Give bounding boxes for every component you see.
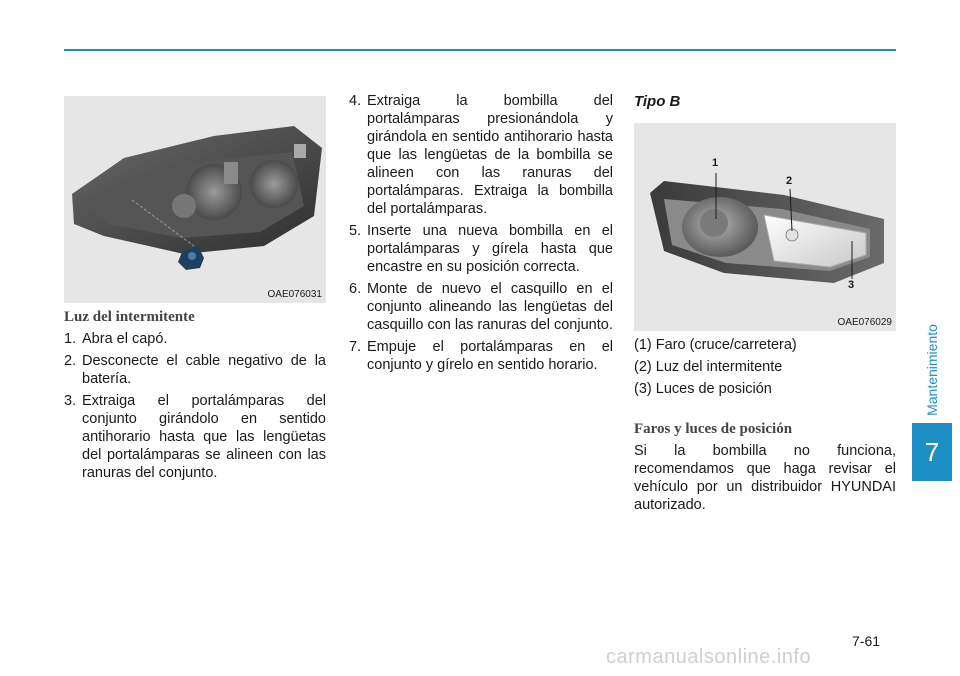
section-heading-type-b: Tipo B — [634, 93, 681, 110]
column-3 — [634, 92, 896, 112]
steps-list-part-2 — [349, 92, 613, 374]
callout-label-1: 1 — [712, 157, 719, 169]
list-item: 4. Extraiga la bombilla del portalámparas presionándola y girándola en sentido antihorario hasta que las lengüetas de la bombilla se alineen con las ranuras del portalámparas. Extraiga la bombilla del portalámparas. — [349, 93, 613, 217]
legend-item: (3) Luces de posición — [634, 381, 772, 397]
steps-list-part-1 — [64, 330, 326, 482]
headlamp-rear-figure — [64, 96, 326, 303]
figure-code: OAE076029 — [837, 317, 892, 328]
list-item: 2. Desconecte el cable negativo de la batería. — [64, 353, 326, 387]
headlamp-type-b-figure — [634, 123, 896, 331]
figure-code: OAE076031 — [267, 289, 322, 300]
legend-item: (2) Luz del intermitente — [634, 359, 783, 375]
callout-label-3: 3 — [848, 279, 855, 291]
column-1 — [64, 308, 326, 486]
section-heading-turn-signal: Luz del intermitente — [64, 309, 195, 325]
legend-item: (1) Faro (cruce/carretera) — [634, 337, 797, 353]
headlamp-rear-illustration — [64, 96, 326, 303]
list-item: 1. Abra el capó. — [64, 331, 168, 347]
headlamp-front-illustration — [634, 123, 896, 331]
header-rule — [64, 49, 896, 51]
callout-label-2: 2 — [786, 175, 793, 187]
list-item: 5. Inserte una nueva bombilla en el portalámparas y gírela hasta que encastre en su posición correcta. — [349, 223, 613, 275]
watermark: carmanualsonline.info — [606, 646, 812, 668]
chapter-badge: 7 — [912, 423, 952, 481]
section-tab-label: Mantenimiento — [924, 324, 941, 416]
list-item: 3. Extraiga el portalámparas del conjunto girándolo en sentido antihorario hasta que las lengüetas del portalámparas se alineen con las ranuras del conjunto. — [64, 393, 326, 481]
list-item: 6. Monte de nuevo el casquillo en el conjunto alineando las lengüetas del casquillo con las ranuras del conjunto. — [349, 281, 613, 333]
list-item: 7. Empuje el portalámparas en el conjunto y gírelo en sentido horario. — [349, 339, 613, 373]
section-heading-position-lights: Faros y luces de posición — [634, 421, 793, 437]
position-lights-text: Si la bombilla no funciona, recomendamos que haga revisar el vehículo por un distribuidor HYUNDAI autorizado. — [634, 443, 896, 513]
page-number: 7-61 — [852, 633, 881, 649]
column-2 — [349, 92, 613, 378]
column-3-lower — [634, 336, 896, 518]
